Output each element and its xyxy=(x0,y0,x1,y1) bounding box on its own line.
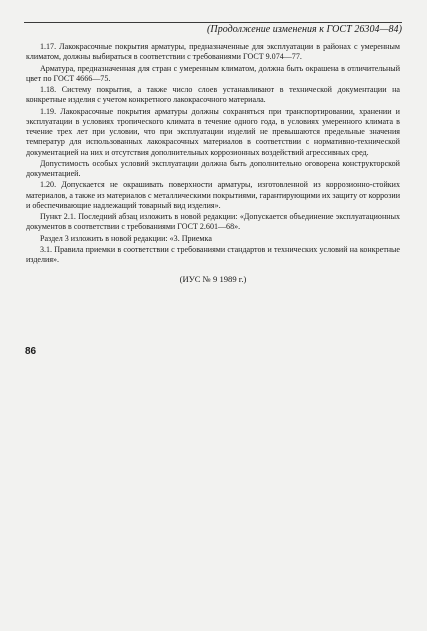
paragraph-1-18: 1.18. Систему покрытия, а также число слоев устанавливают в технической документации на конкретные изделия с учетом конкретного лакокрасочного материала. xyxy=(26,85,400,105)
page-number: 86 xyxy=(25,346,37,357)
document-body xyxy=(26,42,400,285)
paragraph-1-20: 1.20. Допускается не окрашивать поверхности арматуры, изготовленной из коррозионно-стойких материалов, а также из материалов с металлическими покрытиями, гарантирующими их защиту от коррозии и обеспечивающие надлежащий товарный вид изделия». xyxy=(26,180,400,210)
paragraph-3-1: 3.1. Правила приемки в соответствии с требованиями стандартов и технических условий на конкретные изделия». xyxy=(26,244,400,264)
paragraph-special-conditions: Допустимость особых условий эксплуатации должна быть дополнительно оговорена конструкторской документацией. xyxy=(26,158,400,178)
paragraph-1-19: 1.19. Лакокрасочные покрытия арматуры должны сохраняться при транспортировании, хранении и эксплуатации в условиях тропического климата в течение одного года, в условиях умеренного климата в течение трех лет при условии, что при эксплуатации изделий не превышаются предельные значения температур для использованных лакокрасочных материалов в соответствии с нормативно-технической документацией на них и отсутствия дополнительных коррозионных воздействий агрессивных сред. xyxy=(26,106,400,157)
header-rule xyxy=(24,22,402,23)
paragraph-section-3: Раздел 3 изложить в новой редакции: «3. Приемка xyxy=(40,233,212,243)
paragraph-armatura-temperate: Арматура, предназначенная для стран с умеренным климатом, должна быть окрашена в отличительный цвет по ГОСТ 4666—75. xyxy=(26,63,400,83)
paragraph-point-2-1: Пункт 2.1. Последний абзац изложить в новой редакции: «Допускается объединение эксплуатационных документов в соответствии с требованиями ГОСТ 2.601—68». xyxy=(26,212,400,232)
document-header: (Продолжение изменения к ГОСТ 26304—84) xyxy=(207,24,402,35)
paragraph-1-17: 1.17. Лакокрасочные покрытия арматуры, предназначенные для эксплуатации в районах с умеренным климатом, должны выбираться в соответствии с требованиями ГОСТ 9.074—77. xyxy=(26,42,400,62)
ius-footnote: (ИУС № 9 1989 г.) xyxy=(179,274,247,285)
